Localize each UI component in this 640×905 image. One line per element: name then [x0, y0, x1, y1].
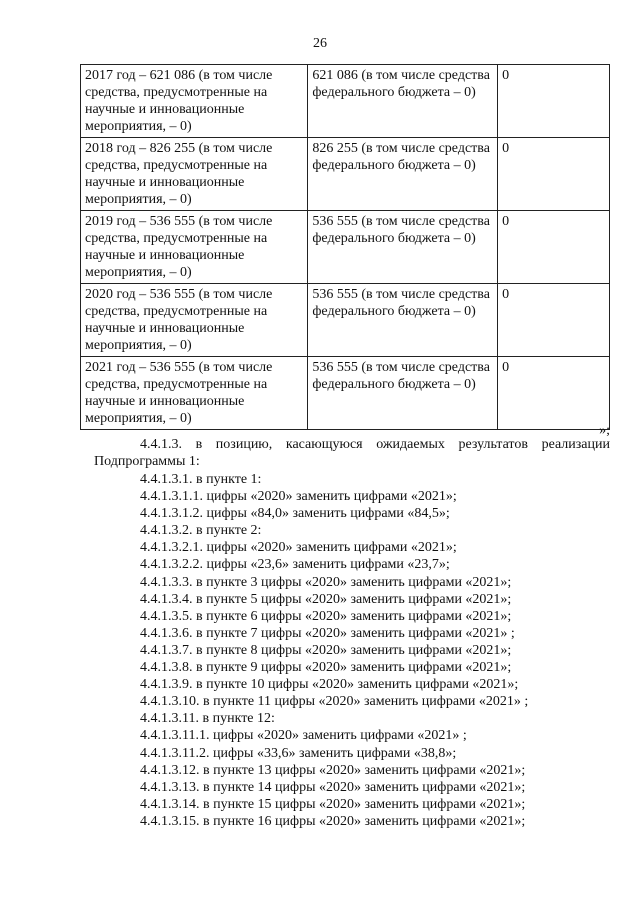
- funding-table: [80, 64, 610, 430]
- list-item: 4.4.1.3.11.2. цифры «33,6» заменить цифрами «38,8»;: [140, 745, 457, 761]
- table-row: [81, 65, 610, 138]
- table-row: [81, 211, 610, 284]
- total-cell: 2018 год – 826 255 (в том числе средства, предусмотренные на научные и инновационные мероприятия, – 0): [81, 138, 308, 211]
- total-cell: 2020 год – 536 555 (в том числе средства, предусмотренные на научные и инновационные мероприятия, – 0): [81, 284, 308, 357]
- list-item: 4.4.1.3.2. в пункте 2:: [140, 523, 262, 539]
- list-item: 4.4.1.3.8. в пункте 9 цифры «2020» заменить цифрами «2021»;: [140, 660, 512, 676]
- list-item: 4.4.1.3.6. в пункте 7 цифры «2020» заменить цифрами «2021» ;: [140, 625, 515, 641]
- other-cell: 0: [498, 211, 610, 284]
- list-item: 4.4.1.3.5. в пункте 6 цифры «2020» заменить цифрами «2021»;: [140, 608, 512, 624]
- list-item: 4.4.1.3.15. в пункте 16 цифры «2020» заменить цифрами «2021»;: [140, 813, 526, 829]
- list-item: 4.4.1.3.2.1. цифры «2020» заменить цифрами «2021»;: [140, 540, 457, 556]
- table-row: [81, 138, 610, 211]
- list-item: 4.4.1.3.1.1. цифры «2020» заменить цифрами «2021»;: [140, 489, 457, 505]
- list-item: 4.4.1.3.12. в пункте 13 цифры «2020» заменить цифрами «2021»;: [140, 762, 526, 778]
- total-cell: 2017 год – 621 086 (в том числе средства, предусмотренные на научные и инновационные мероприятия, – 0): [81, 65, 308, 138]
- other-cell: 0: [498, 65, 610, 138]
- other-cell: 0: [498, 357, 610, 430]
- other-cell: 0: [498, 138, 610, 211]
- total-cell: 2021 год – 536 555 (в том числе средства, предусмотренные на научные и инновационные мероприятия, – 0): [81, 357, 308, 430]
- federal-cell: 536 555 (в том числе средства федерального бюджета – 0): [308, 357, 498, 430]
- closing-quote: »;: [599, 423, 610, 438]
- list-item: 4.4.1.3.13. в пункте 14 цифры «2020» заменить цифрами «2021»;: [140, 779, 526, 795]
- federal-cell: 536 555 (в том числе средства федерального бюджета – 0): [308, 211, 498, 284]
- table-row: [81, 357, 610, 430]
- list-item: 4.4.1.3.10. в пункте 11 цифры «2020» заменить цифрами «2021» ;: [140, 694, 529, 710]
- list-item: 4.4.1.3.4. в пункте 5 цифры «2020» заменить цифрами «2021»;: [140, 591, 512, 607]
- list-item: 4.4.1.3.9. в пункте 10 цифры «2020» заменить цифрами «2021»;: [140, 677, 519, 693]
- total-cell: 2019 год – 536 555 (в том числе средства, предусмотренные на научные и инновационные мероприятия, – 0): [81, 211, 308, 284]
- federal-cell: 536 555 (в том числе средства федерального бюджета – 0): [308, 284, 498, 357]
- other-cell: 0: [498, 284, 610, 357]
- list-item: 4.4.1.3.11. в пункте 12:: [140, 711, 275, 727]
- intro-paragraph: 4.4.1.3. в позицию, касающуюся ожидаемых результатов реализации Подпрограммы 1:: [94, 437, 610, 469]
- federal-cell: 621 086 (в том числе средства федерального бюджета – 0): [308, 65, 498, 138]
- amendment-list: [140, 471, 528, 830]
- list-item: 4.4.1.3.2.2. цифры «23,6» заменить цифрами «23,7»;: [140, 557, 450, 573]
- list-item: 4.4.1.3.11.1. цифры «2020» заменить цифрами «2021» ;: [140, 728, 467, 744]
- list-item: 4.4.1.3.3. в пункте 3 цифры «2020» заменить цифрами «2021»;: [140, 574, 512, 590]
- federal-cell: 826 255 (в том числе средства федерального бюджета – 0): [308, 138, 498, 211]
- list-item: 4.4.1.3.14. в пункте 15 цифры «2020» заменить цифрами «2021»;: [140, 796, 526, 812]
- list-item: 4.4.1.3.1.2. цифры «84,0» заменить цифрами «84,5»;: [140, 506, 450, 522]
- page-number: 26: [313, 36, 327, 51]
- list-item: 4.4.1.3.7. в пункте 8 цифры «2020» заменить цифрами «2021»;: [140, 642, 512, 658]
- list-item: 4.4.1.3.1. в пункте 1:: [140, 472, 262, 487]
- table-row: [81, 284, 610, 357]
